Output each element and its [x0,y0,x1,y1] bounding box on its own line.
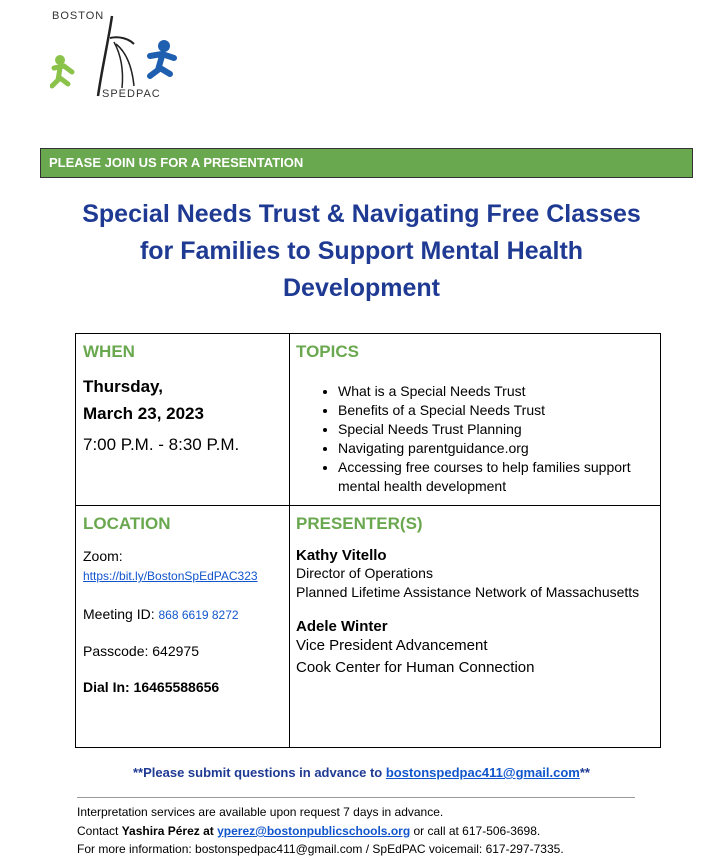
logo-bottom-text: SPEDPAC [102,88,161,100]
logo-figures-icon [50,8,200,108]
meeting-id-row [83,606,288,622]
column-divider [289,334,290,747]
when-heading: WHEN [83,342,135,361]
location-heading: LOCATION [83,514,171,533]
logo-top-text: BOSTON [52,10,105,22]
topic-item: • Special Needs Trust Planning [338,420,656,439]
topics-list [296,382,656,496]
more-info-line: For more information: bostonspedpac411@gmail.com / SpEdPAC voicemail: 617-297-7335. [77,842,564,856]
presenters-heading: PRESENTER(S) [296,514,423,533]
when-day: Thursday, [83,377,163,396]
topic-item: • What is a Special Needs Trust [338,382,656,401]
contact-prefix: Contact [77,824,122,838]
when-cell [83,342,283,455]
contact-suffix: or call at 617-506-3698. [410,824,541,838]
meeting-id-label: Meeting ID: [83,606,155,622]
when-time: 7:00 P.M. - 8:30 P.M. [83,435,240,454]
spedpac-logo [50,8,200,108]
presentation-banner: PLEASE JOIN US FOR A PRESENTATION [40,148,693,178]
title-line-3: Development [283,274,440,302]
contact-name: Yashira Pérez at [121,824,218,838]
when-date: March 23, 2023 [83,404,204,423]
location-cell [83,514,288,695]
zoom-label: Zoom: [83,548,123,564]
meeting-id-value: 868 6619 8272 [158,608,239,622]
submit-questions-note [40,765,683,780]
presenter-organization: Cook Center for Human Connection [296,659,535,676]
submit-suffix: ** [579,765,590,780]
event-details-table [75,333,661,748]
presenter-title: Vice President Advancement [296,637,488,654]
interpretation-note: Interpretation services are available upon request 7 days in advance. [77,805,444,819]
dial-in: Dial In: 16465588656 [83,679,220,695]
row-divider [76,505,660,506]
title-line-1: Special Needs Trust & Navigating Free Classes [82,200,641,228]
presenter-name: Adele Winter [296,618,388,635]
submit-prefix: **Please submit questions in advance to [133,765,386,780]
title-line-2: for Families to Support Mental Health [139,237,584,265]
presenter-name: Kathy Vitello [296,547,387,564]
presenter-title: Director of Operations [296,565,433,581]
passcode: Passcode: 642975 [83,643,199,659]
submit-email-link[interactable]: bostonspedpac411@gmail.com [385,765,580,780]
topic-item: • Accessing free courses to help families support mental health development [338,458,656,496]
event-title [40,196,683,307]
zoom-link[interactable]: https://bit.ly/BostonSpEdPAC323 [83,569,258,583]
footer-divider [77,797,635,798]
topics-heading: TOPICS [296,342,359,361]
contact-line [77,824,540,838]
topic-item: • Navigating parentguidance.org [338,439,656,458]
topics-cell [296,342,656,496]
presenters-cell [296,514,656,679]
topic-item: • Benefits of a Special Needs Trust [338,401,656,420]
contact-email-link[interactable]: yperez@bostonpublicschools.org [217,824,411,838]
presenter-organization: Planned Lifetime Assistance Network of Massachusetts [296,584,640,600]
